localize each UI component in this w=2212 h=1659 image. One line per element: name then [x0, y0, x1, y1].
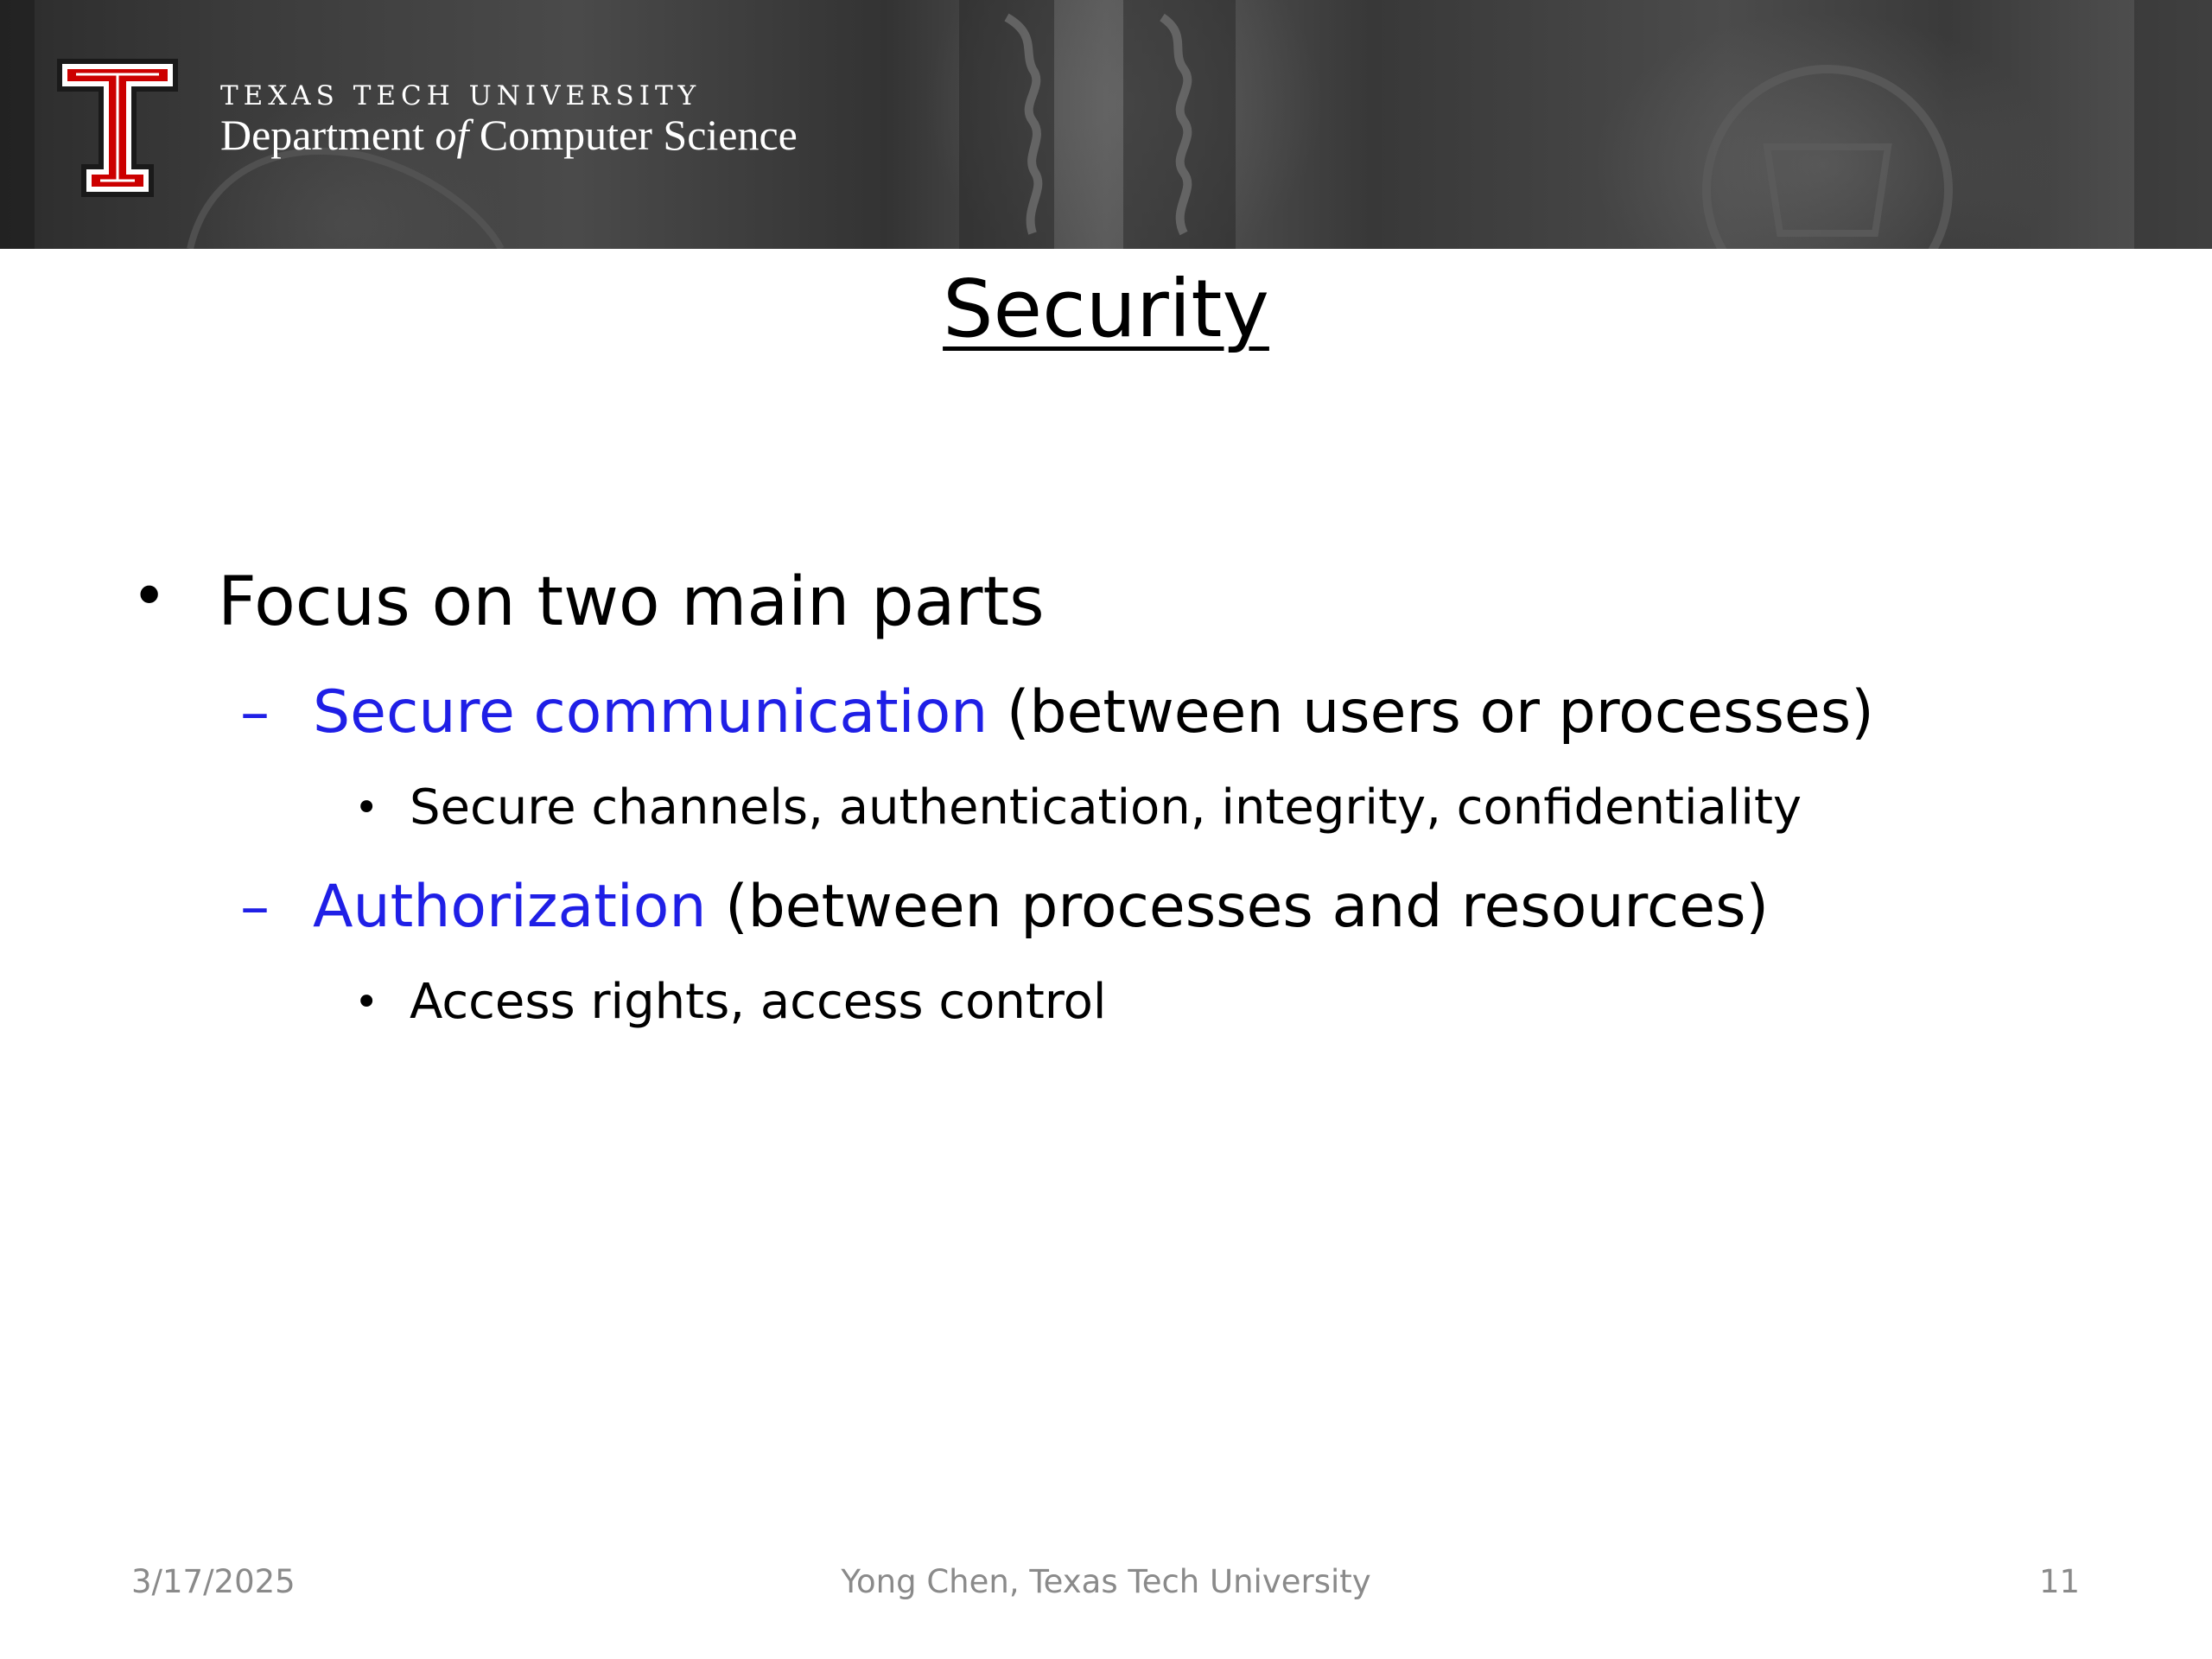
- department-suffix: Computer Science: [468, 111, 798, 159]
- sub-bullet-marker-authorization: •: [354, 978, 379, 1027]
- sub-bullet-access-rights: Access rights, access control: [410, 974, 1107, 1030]
- footer-page-number: 11: [2039, 1563, 2081, 1600]
- university-name: TEXAS TECH UNIVERSITY: [220, 80, 702, 111]
- highlight-authorization: Authorization: [313, 873, 707, 941]
- footer-date: 3/17/2025: [131, 1563, 296, 1600]
- dash-marker-authorization: –: [240, 873, 270, 941]
- bullet-authorization: [313, 868, 1769, 946]
- department-of: of: [435, 111, 469, 159]
- bullet-secure-communication: [313, 674, 1874, 752]
- sub-bullet-marker-secure-communication: •: [354, 784, 379, 832]
- sub-bullet-secure-channels: Secure channels, authentication, integrity, confidentiality: [410, 779, 1802, 836]
- authorization-detail: (between processes and resources): [706, 873, 1770, 941]
- slide-title-text: Security: [943, 263, 1269, 355]
- bullet-marker-level1: •: [131, 561, 168, 632]
- bullet-level1-text: Focus on two main parts: [218, 563, 1045, 641]
- department-prefix: Department: [220, 111, 435, 159]
- secure-communication-detail: (between users or processes): [988, 678, 1874, 747]
- dash-marker-secure-communication: –: [240, 678, 270, 747]
- footer-author: Yong Chen, Texas Tech University: [841, 1563, 1371, 1600]
- highlight-secure-communication: Secure communication: [313, 678, 988, 747]
